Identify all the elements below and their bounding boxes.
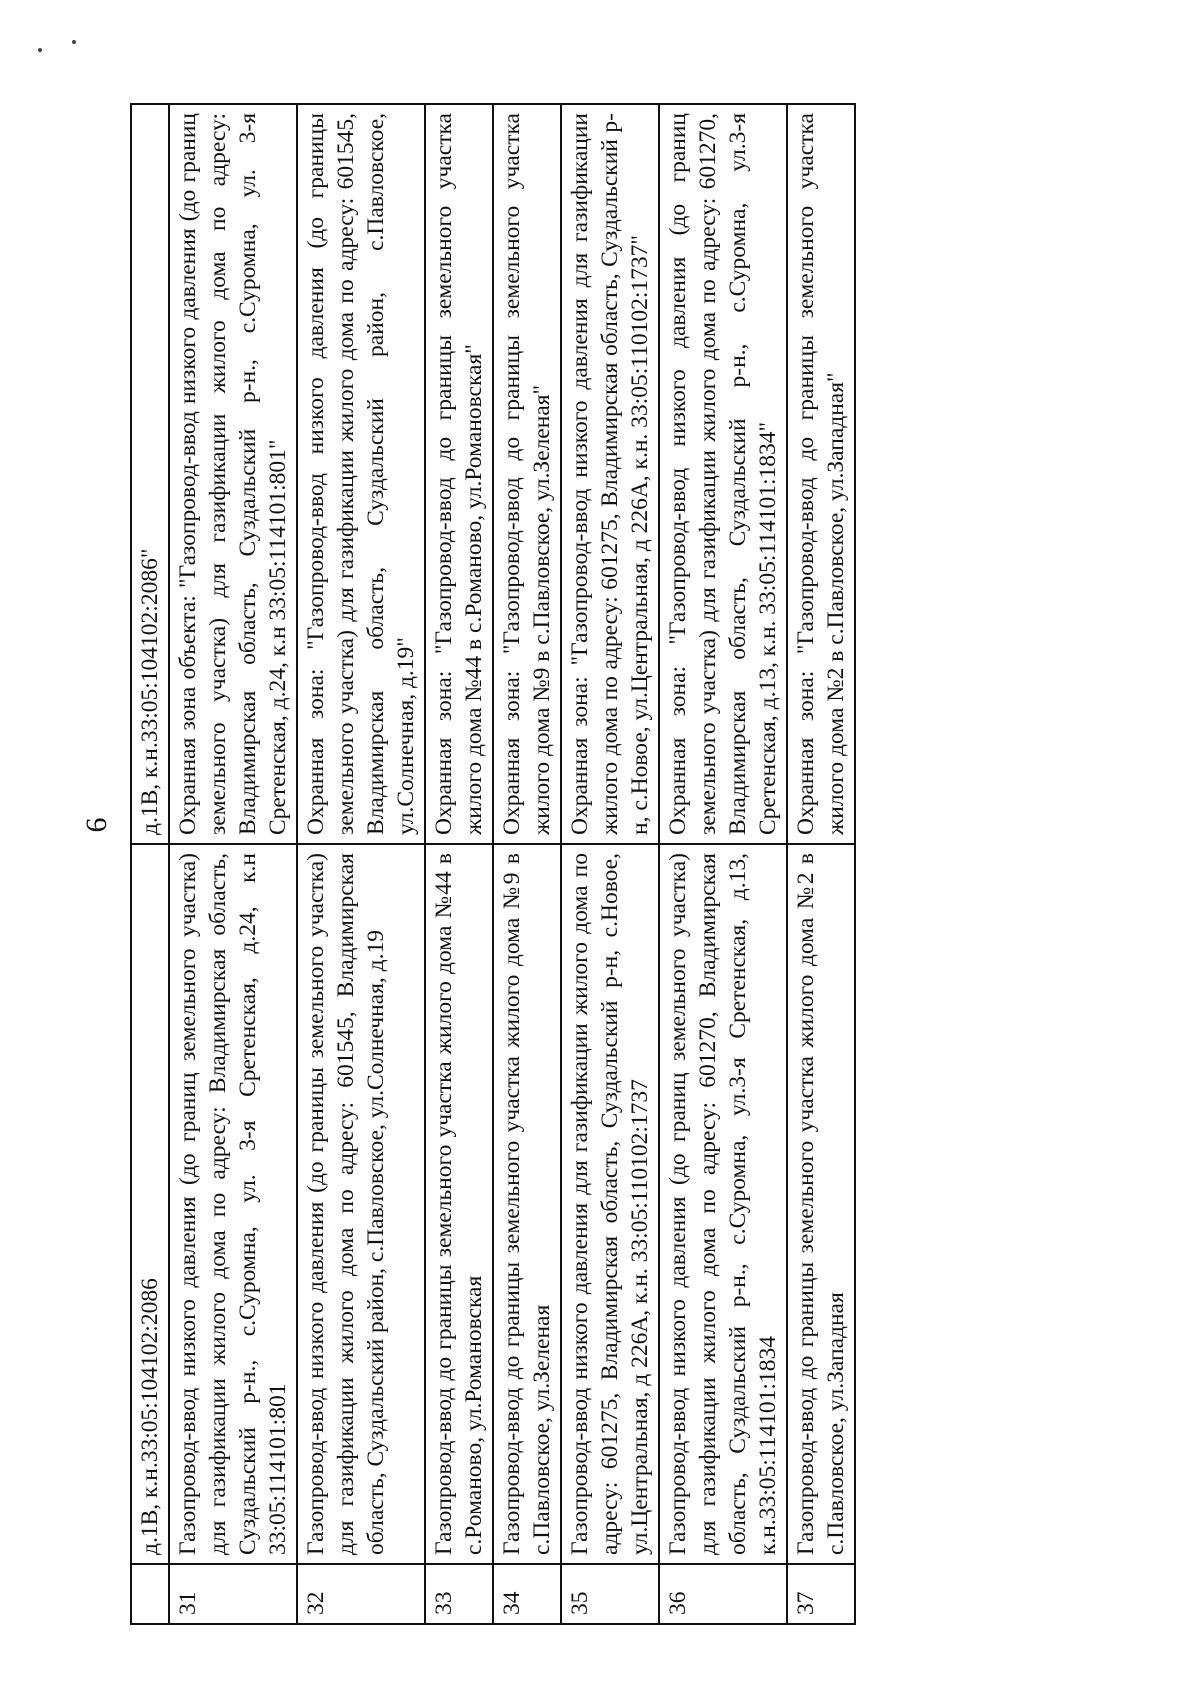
protection-zone: Охранная зона объекта: "Газопровод-ввод низкого давления (до границ земельного участка) для газификации жилого дома по адресу: Владимирская область, Суздальский р-н., с.Суромна, ул. 3-я Сретенская, д.24, к.н 33:05:114101:801" bbox=[169, 104, 297, 844]
table-row bbox=[493, 104, 561, 1624]
object-description: Газопровод-ввод низкого давления (до границы земельного участка) для газификации жилого дома по адресу: 601545, Владимирская область, Суздальский район, с.Павловское, ул.Солнечная, д.19 bbox=[297, 844, 425, 1564]
page-number: 6 bbox=[80, 817, 113, 833]
table-row bbox=[425, 104, 493, 1624]
row-number bbox=[131, 1564, 169, 1624]
table-row bbox=[659, 104, 787, 1624]
object-description: Газопровод-ввод до границы земельного участка жилого дома №2 в с.Павловское, ул.Западная bbox=[787, 844, 855, 1564]
gas-pipeline-table bbox=[130, 103, 856, 1625]
protection-zone: Охранная зона: "Газопровод-ввод до границы земельного участка жилого дома №9 в с.Павловское, ул.Зеленая" bbox=[493, 104, 561, 844]
table-row bbox=[787, 104, 855, 1624]
row-number: 36 bbox=[659, 1564, 787, 1624]
table-row bbox=[131, 104, 169, 1624]
row-number: 32 bbox=[297, 1564, 425, 1624]
row-number: 34 bbox=[493, 1564, 561, 1624]
protection-zone: Охранная зона: "Газопровод-ввод низкого давления для газификации жилого дома по адресу: 601275, Владимирская область, Суздальский р-н, с.Новое, ул.Центральная, д 226А, к.н. 33:05:110102:1737" bbox=[561, 104, 659, 844]
scan-speck bbox=[38, 48, 42, 52]
protection-zone: Охранная зона: "Газопровод-ввод низкого давления (до границ земельного участка) для газификации жилого дома по адресу: 601270, Владимирская область, Суздальский р-н., с.Суромна, ул.3-я Сретенская, д.13, к.н. 33:05:114101:1834" bbox=[659, 104, 787, 844]
object-description: Газопровод-ввод низкого давления для газификации жилого дома по адресу: 601275, Владимирская область, Суздальский р-н, с.Новое, ул.Центральная, д 226А, к.н. 33:05:110102:1737 bbox=[561, 844, 659, 1564]
protection-zone: Охранная зона: "Газопровод-ввод до границы земельного участка жилого дома №2 в с.Павловское, ул.Западная" bbox=[787, 104, 855, 844]
object-description: д.1В, к.н.33:05:104102:2086 bbox=[131, 844, 169, 1564]
row-number: 37 bbox=[787, 1564, 855, 1624]
protection-zone: Охранная зона: "Газопровод-ввод до границы земельного участка жилого дома №44 в с.Романово, ул.Романовская" bbox=[425, 104, 493, 844]
row-number: 35 bbox=[561, 1564, 659, 1624]
object-description: Газопровод-ввод низкого давления (до границ земельного участка) для газификации жилого дома по адресу: 601270, Владимирская область, Суздальский р-н., с.Суромна, ул.3-я Сретенская, д.13, к.н.33:05:114101:1834 bbox=[659, 844, 787, 1564]
scan-speck bbox=[72, 40, 76, 44]
table-row bbox=[561, 104, 659, 1624]
row-number: 33 bbox=[425, 1564, 493, 1624]
table-row bbox=[297, 104, 425, 1624]
protection-zone: д.1В, к.н.33:05:104102:2086" bbox=[131, 104, 169, 844]
object-description: Газопровод-ввод до границы земельного участка жилого дома №44 в с.Романово, ул.Романовская bbox=[425, 844, 493, 1564]
protection-zone: Охранная зона: "Газопровод-ввод низкого давления (до границы земельного участка) для газификации жилого дома по адресу: 601545, Владимирская область, Суздальский район, с.Павловское, ул.Солнечная, д.19" bbox=[297, 104, 425, 844]
rotated-page bbox=[80, 25, 1110, 1625]
object-description: Газопровод-ввод низкого давления (до границ земельного участка) для газификации жилого дома по адресу: Владимирская область, Суздальский р-н., с.Суромна, ул. 3-я Сретенская, д.24, к.н 33:05:114101:801 bbox=[169, 844, 297, 1564]
object-description: Газопровод-ввод до границы земельного участка жилого дома №9 в с.Павловское, ул.Зеленая bbox=[493, 844, 561, 1564]
table-row bbox=[169, 104, 297, 1624]
row-number: 31 bbox=[169, 1564, 297, 1624]
